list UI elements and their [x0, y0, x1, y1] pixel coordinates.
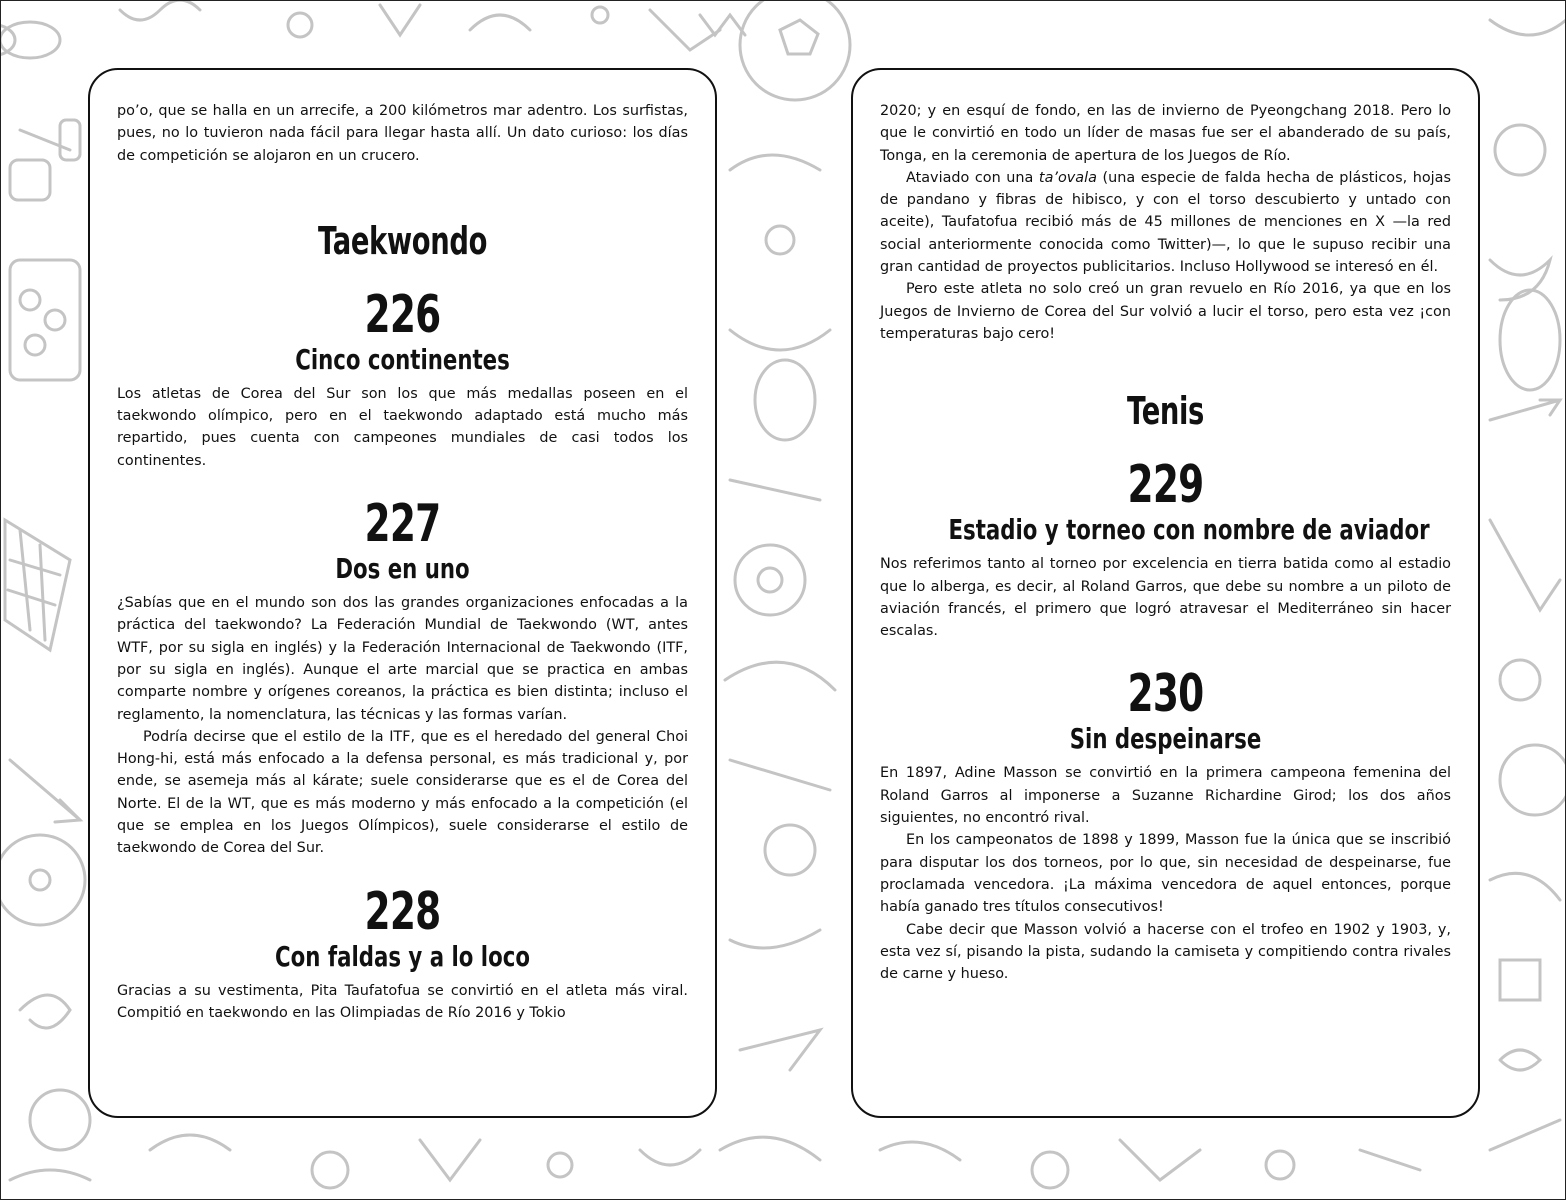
left-intro-paragraph: po’o, que se halla en un arrecife, a 200 kilómetros mar adentro. Los surfistas, pues, no lo tuvieron nada fácil para llegar hasta allí. Un dato curioso: los días de competición se alojaron en un crucero.	[117, 103, 688, 164]
fact-227-paragraph-2: Podría decirse que el estilo de la ITF, que es el heredado del general Choi Hong-hi, está más enfocado a la defensa personal, es más tradicional y, por ende, se asemeja más al kárate; suele considerarse que es el de Corea del Norte. El de la WT, que es más moderno y más enfocado a la competición (el que se emplea en los Juegos Olímpicos), suele considerarse el estilo de taekwondo de Corea del Sur.	[117, 728, 688, 857]
section-heading-taekwondo: Taekwondo	[317, 218, 488, 263]
fact-number-227: 227	[364, 494, 441, 555]
fact-title-226: Cinco continentes	[295, 342, 510, 376]
fact-number-226: 226	[364, 284, 441, 345]
fact-230-paragraph-3: Cabe decir que Masson volvió a hacerse con el trofeo en 1902 y 1903, y, esta vez sí, pisando la pista, sudando la camiseta y compitiendo contra rivales de carne y hueso.	[880, 921, 1451, 983]
fact-title-229: Estadio y torneo con nombre de aviador	[948, 513, 1430, 547]
right-intro-paragraph-1: 2020; y en esquí de fondo, en las de invierno de Pyeongchang 2018. Pero lo que le convirtió en todo un líder de masas fue ser el abanderado de su país, Tonga, en la ceremonia de apertura de los Juegos de Río.	[880, 103, 1451, 164]
fact-230-paragraph-1: En 1897, Adine Masson se convirtió en la primera campeona femenina del Roland Garros al imponerse a Suzanne Richardine Girod; los dos años siguientes, no encontró rival.	[880, 765, 1451, 827]
right-intro-paragraph-3: Pero este atleta no solo creó un gran revuelo en Río 2016, ya que en los Juegos de Invierno de Corea del Sur volvió a lucir el torso, pero esta vez ¡con temperaturas bajo cero!	[880, 281, 1451, 342]
left-page	[88, 68, 717, 1118]
fact-228-paragraph: Gracias a su vestimenta, Pita Taufatofua se convirtió en el atleta más viral. Compitió en taekwondo en las Olimpiadas de Río 2016 y Tokio	[117, 982, 688, 1021]
fact-number-229: 229	[1127, 455, 1204, 516]
right-intro-paragraph-2	[880, 167, 1451, 278]
fact-title-230: Sin despeinarse	[1069, 722, 1262, 756]
fact-number-228: 228	[364, 881, 441, 942]
right-page	[851, 68, 1480, 1118]
fact-226-paragraph: Los atletas de Corea del Sur son los que más medallas poseen en el taekwondo olímpico, pero en el taekwondo adaptado está mucho más repartido, pues cuenta con campeones mundiales de casi todos los continentes.	[117, 385, 688, 469]
fact-title-228: Con faldas y a lo loco	[275, 939, 530, 973]
p2-term: ta’ovala	[1038, 169, 1097, 186]
p2-lead: Ataviado con una	[906, 169, 1039, 186]
fact-title-227: Dos en uno	[335, 552, 470, 586]
section-heading-tenis: Tenis	[1127, 389, 1204, 434]
fact-number-230: 230	[1127, 664, 1204, 725]
fact-227-paragraph-1: ¿Sabías que en el mundo son dos las grandes organizaciones enfocadas a la práctica del taekwondo? La Federación Mundial de Taekwondo (WT, antes WTF, por su sigla en inglés) y la Federación Internacional de Taekwondo (ITF, por su sigla en inglés). Aunque el arte marcial que se practica en ambas comparte nombre y orígenes coreanos, la práctica es bien distinta; incluso el reglamento, la nomenclatura, las técnicas y las formas varían.	[117, 595, 688, 723]
fact-229-paragraph: Nos referimos tanto al torneo por excelencia en tierra batida como al estadio que lo alberga, es decir, al Roland Garros, que debe su nombre a un piloto de aviación francés, el primero que logró atravesar el Mediterráneo sin hacer escalas.	[880, 556, 1451, 640]
fact-230-paragraph-2: En los campeonatos de 1898 y 1899, Masson fue la única que se inscribió para disputar los dos torneos, por lo que, sin necesidad de despeinarse, fue proclamada vencedora. ¡La máxima vencedora de aquel entonces, porque había ganado tres títulos consecutivos!	[880, 832, 1451, 916]
p2-rest: (una especie de falda hecha de plásticos, hojas de pandano y fibras de hibisco, y con el torso descubierto y untado con aceite), Taufatofua recibió más de 45 millones de menciones en X —la red social anteriormente conocida como Twitter)—, lo que le supuso recibir una gran cantidad de proyectos publicitarios. Incluso Hollywood se interesó en él.	[880, 169, 1451, 276]
